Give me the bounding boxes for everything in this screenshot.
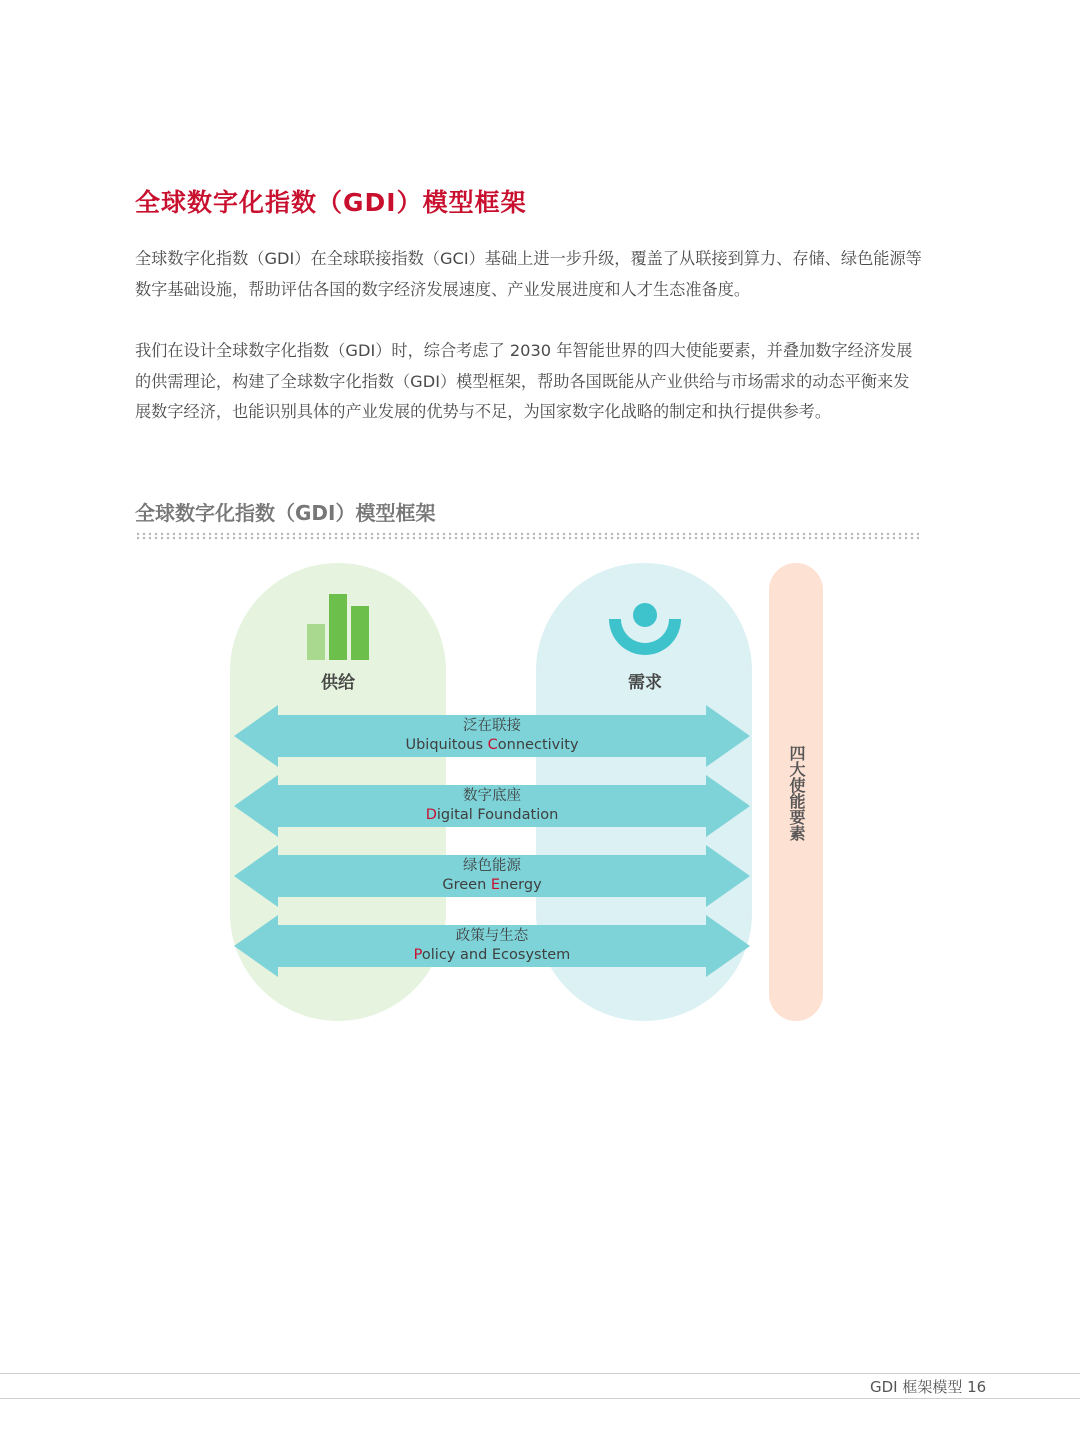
arrow-green-energy [234,845,750,907]
figure-title: 全球数字化指数（GDI）模型框架 [135,501,436,525]
design-paragraph: 我们在设计全球数字化指数（GDI）时，综合考虑了 2030 年智能世界的四大使能要素，并叠加数字经济发展的供需理论，构建了全球数字化指数（GDI）模型框架，帮助各国既能从产业供给与市场需求的动态平衡来发展数字经济，也能识别具体的产业发展的优势与不足，为国家数字化战略的制定和执行提供参考。 [135,341,913,421]
footer-divider [0,1373,1080,1374]
footer-divider-lower [0,1398,1080,1399]
arrow-zh-label: 数字底座 [463,788,521,804]
arrow-en-label: Policy and Ecosystem [413,947,571,963]
intro-paragraph: 全球数字化指数（GDI）在全球联接指数（GCI）基础上进一步升级，覆盖了从联接到算力、存储、绿色能源等数字基础设施，帮助评估各国的数字经济发展速度、产业发展进度和人才生态准备度。 [135,249,922,299]
dotted-divider [135,532,920,540]
arrow-connectivity [234,705,750,767]
person-demand-icon [607,601,683,657]
demand-label: 需求 [628,673,662,693]
page-title: 全球数字化指数（GDI）模型框架 [135,188,527,217]
arrow-zh-label: 泛在联接 [463,718,521,734]
arrow-digital-foundation [234,775,750,837]
enablers-label: 四大使能要素 [787,745,806,841]
supply-label: 供给 [321,673,355,693]
bar-chart-icon [305,592,371,662]
arrow-en-label: Green Energy [442,877,542,893]
arrow-en-label: Ubiquitous Connectivity [405,737,579,753]
arrow-zh-label: 政策与生态 [455,928,529,944]
arrow-policy-ecosystem [234,915,750,977]
arrow-en-label: Digital Foundation [425,807,559,823]
page-footer: GDI 框架模型 16 [870,1378,987,1396]
arrow-zh-label: 绿色能源 [463,858,521,874]
